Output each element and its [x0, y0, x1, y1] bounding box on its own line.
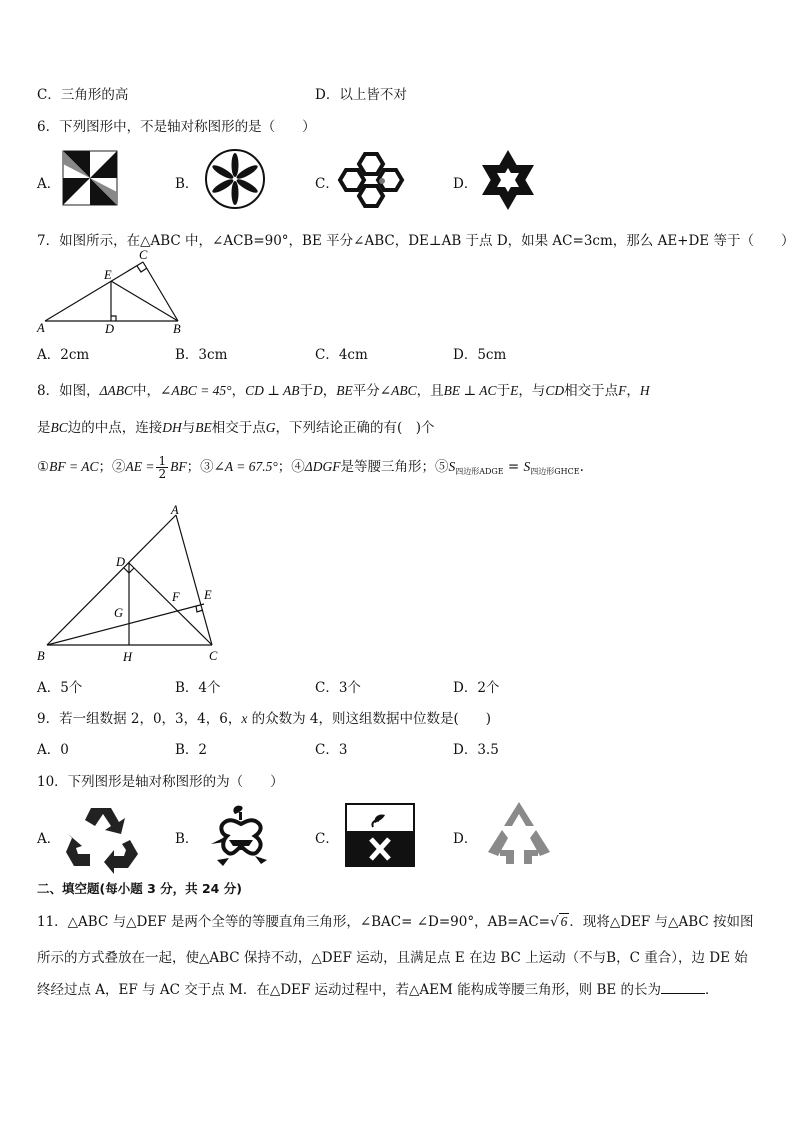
q7-option-b: B．3cm: [175, 347, 228, 363]
answer-blank[interactable]: [661, 983, 705, 994]
q8-label-e: E: [204, 588, 212, 602]
q9-stem: 9．若一组数据 2，0，3，4，6，x 的众数为 4，则这组数据中位数是( ): [37, 711, 492, 727]
gray-triangle-logo-icon: [484, 800, 554, 868]
q11-line3: 终经过点 A，EF 与 AC 交于点 M．在△DEF 运动过程中，若△AEM 能构成等腰三角形，则 BE 的长为 ．: [37, 982, 719, 998]
q7-option-d: D．5cm: [453, 347, 507, 363]
section2-title: 二、填空题(每小题 3 分，共 24 分): [37, 881, 242, 896]
no-littering-sign-icon: [345, 803, 415, 867]
q7-option-a: A．2cm: [37, 347, 90, 363]
sqrt-six: √ 6: [549, 914, 568, 930]
q8-stem-line2: 是BC边的中点，连接DH与BE相交于点G，下列结论正确的有( )个: [37, 420, 435, 436]
apple-core-icon: [205, 800, 277, 870]
q8-option-c: C．3个: [315, 680, 361, 696]
q9-option-d: D．3.5: [453, 742, 499, 758]
q7-label-a: A: [37, 321, 45, 335]
q10-option-c: C．: [315, 831, 339, 847]
q10-stem: 10．下列图形是轴对称图形的为（ ）: [37, 774, 284, 790]
flower-circle-icon: [204, 148, 266, 210]
q7-label-e: E: [104, 268, 112, 282]
six-point-star-icon: [478, 148, 538, 212]
q8-conclusions: ①BF = AC；②AE = $\frac{1}{2}$ BF；③∠A = 67.5°；④ΔDGF是等腰三角形；$⑤S_{四边形ADGE} = S_{四边形GHCE}$.: [37, 454, 584, 481]
q7-option-c: C．4cm: [315, 347, 368, 363]
q7-triangle-figure: [37, 250, 197, 336]
q9-option-b: B．2: [175, 742, 208, 758]
q7-label-c: C: [139, 248, 148, 262]
hexagon-ring-icon: [338, 150, 404, 210]
q8-label-g: G: [114, 606, 124, 620]
q6-option-a: A．: [37, 176, 61, 192]
q7-stem: 7．如图所示，在△ABC 中，∠ACB=90°，BE 平分∠ABC，DE⊥AB 于点 D，如果 AC=3cm，那么 AE+DE 等于（ ）: [37, 233, 794, 249]
q8-stem-line1: 8．如图，ΔABC中，∠ABC = 45°，CD ⊥ AB于D，BE平分∠ABC，且BE ⊥ AC于E，与CD相交于点F，H: [37, 383, 650, 399]
q9-option-a: A．0: [37, 742, 69, 758]
q8-triangle-figure: [34, 500, 234, 670]
q7-label-d: D: [105, 322, 115, 336]
q6-stem: 6．下列图形中，不是轴对称图形的是（ ）: [37, 119, 316, 135]
pinwheel-icon: [62, 150, 118, 206]
q11-line2: 所示的方式叠放在一起，使△ABC 保持不动，△DEF 运动，且满足点 E 在边 BC 上运动（不与B，C 重合），边 DE 始: [37, 950, 748, 966]
q8-option-b: B．4个: [175, 680, 221, 696]
q6-option-b: B．: [175, 176, 199, 192]
q8-label-c: C: [209, 649, 218, 663]
q8-label-d: D: [116, 555, 126, 569]
q5-option-d: D．以上皆不对: [315, 87, 407, 103]
fraction-one-half: $\frac{1}{2}$: [158, 454, 167, 481]
q8-label-a: A: [171, 503, 179, 517]
q10-option-b: B．: [175, 831, 199, 847]
q9-option-c: C．3: [315, 742, 348, 758]
q8-option-a: A．5个: [37, 680, 83, 696]
q5-option-c: C．三角形的高: [37, 87, 129, 103]
q10-option-d: D．: [453, 831, 478, 847]
recycle-icon: [64, 804, 138, 870]
q8-label-f: F: [172, 590, 180, 604]
q8-label-h: H: [123, 650, 133, 664]
q8-option-d: D．2个: [453, 680, 500, 696]
q10-option-a: A．: [37, 831, 61, 847]
q7-label-b: B: [173, 322, 181, 336]
q11-line1: 11．△ABC 与△DEF 是两个全等的等腰直角三角形，∠BAC= ∠D=90°，AB=AC=√ 6 ．现将△DEF 与△ABC 按如图: [37, 914, 754, 930]
q6-option-d: D．: [453, 176, 478, 192]
q8-label-b: B: [37, 649, 45, 663]
q6-option-c: C．: [315, 176, 339, 192]
